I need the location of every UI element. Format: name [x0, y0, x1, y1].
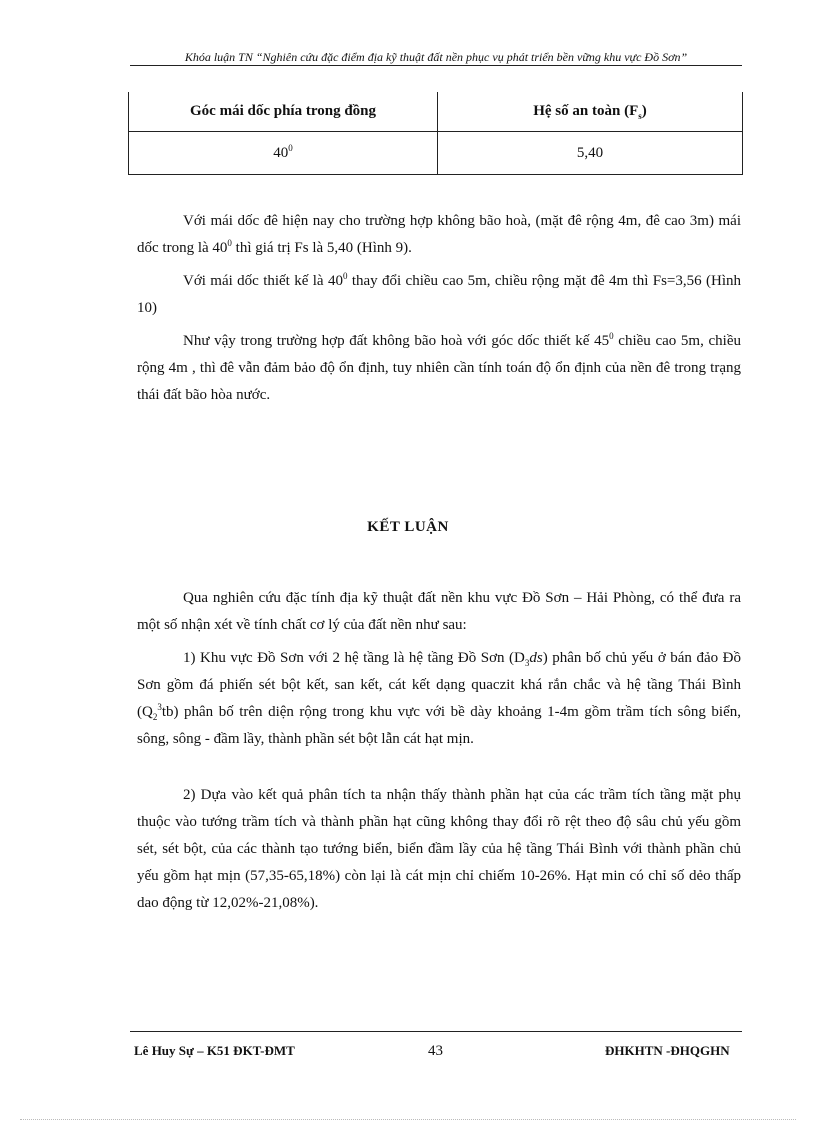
- page-number: 43: [428, 1043, 443, 1059]
- paragraph-current-slope: [137, 208, 741, 262]
- cell-angle: [129, 132, 438, 175]
- p1-degree: 0: [227, 238, 232, 248]
- page-bottom-border: [20, 1119, 796, 1120]
- p3-text-b: chiều cao 5m, chiều rộng 4m , thì đê vẫn đảm bảo độ ổn định, tuy nhiên cần tính toán độ ổn định của nền đê trong trạng thái đất bão hòa nước.: [137, 333, 741, 403]
- conclusion-item-2: 2) Dựa vào kết quả phân tích ta nhận thấy thành phần hạt của các trầm tích tầng mặt phụ thuộc vào tướng trầm tích và thành phần hạt cũng không thay đổi rõ rệt theo độ sâu chủ yếu gồm sét, sét bột, của các thành tạo tướng biển, biển đầm lầy của hệ tầng Thái Bình với thành phần chủ yếu gồm hạt mịn (57,35-65,18%) còn lại là cát mịn chỉ chiếm 10-26%. Hạt min có chỉ số dẻo thấp dao động từ 12,02%-21,08%).: [137, 787, 741, 911]
- footer-institution: ĐHKHTN -ĐHQGHN: [605, 1043, 730, 1058]
- paragraph-design-slope: [137, 268, 741, 322]
- p2-text-b: thay đổi chiều cao 5m, chiều rộng mặt đê 4m thì Fs=3,56 (Hình 10): [137, 273, 741, 316]
- conclusion-title: KẾT LUẬN: [367, 519, 449, 535]
- p1-text-b: thì giá trị Fs là 5,40 (Hình 9).: [231, 240, 412, 256]
- item1-text-a: 1) Khu vực Đồ Sơn với 2 hệ tầng là hệ tầng Đồ Sơn (D: [183, 650, 525, 666]
- header-fs-sub: s: [638, 111, 642, 122]
- item1-italic: ds: [529, 650, 543, 666]
- p3-degree: 0: [609, 331, 614, 341]
- footer-rule: [130, 1031, 742, 1032]
- header-fs-end: ): [641, 103, 647, 120]
- cell-fs: 5,40: [438, 132, 743, 175]
- item1-superscript-2: 3: [157, 702, 162, 712]
- header-rule: [130, 65, 742, 66]
- item1-subscript: 3: [524, 658, 530, 668]
- conclusion-intro: Qua nghiên cứu đặc tính địa kỹ thuật đất nền khu vực Đồ Sơn – Hải Phòng, có thể đưa ra một số nhận xét về tính chất cơ lý của đất nền như sau:: [137, 590, 741, 633]
- paragraph-summary: [137, 328, 741, 409]
- angle-value: 40: [273, 144, 289, 161]
- table-header-safety-factor: [438, 92, 743, 132]
- table-header-row: [129, 92, 743, 132]
- p2-text-a: Với mái dốc thiết kế là 40: [183, 273, 343, 289]
- safety-factor-table: [128, 92, 743, 175]
- running-header: Khóa luận TN “Nghiên cứu đặc điểm địa kỹ thuật đất nền phục vụ phát triển bền vững khu vực Đồ Sơn”: [184, 50, 688, 64]
- item1-text-c: tb) phân bố trên diện rộng trong khu vực với bề dày khoảng 1-4m gồm trầm tích sông biển, sông, sông - đầm lầy, thành phần sét bột lẫn cát hạt mịn.: [137, 704, 741, 747]
- table-header-slope-angle: Góc mái dốc phía trong đồng: [129, 92, 438, 132]
- angle-degree: 0: [288, 142, 293, 153]
- p1-text-a: Với mái dốc đê hiện nay cho trường hợp không bão hoà, (mặt đê rộng 4m, đê cao 3m) mái dốc trong là 40: [137, 213, 741, 256]
- p2-degree: 0: [342, 271, 348, 281]
- item1-text-b: ) phân bố chủ yếu ở bán đảo Đồ Sơn gồm đá phiến sét bột kết, san kết, cát kết dạng quaczit khá rắn chắc và hệ tầng Thái Bình (Q: [137, 650, 741, 720]
- conclusion-item-1: [137, 645, 741, 753]
- table-row: [129, 132, 743, 175]
- p3-text-a: Như vậy trong trường hợp đất không bão hoà với góc dốc thiết kế 45: [183, 333, 610, 349]
- header-fs-main: Hệ số an toàn (F: [533, 103, 639, 120]
- footer-author: Lê Huy Sự – K51 ĐKT-ĐMT: [134, 1043, 295, 1058]
- item1-subscript-2: 2: [152, 712, 158, 722]
